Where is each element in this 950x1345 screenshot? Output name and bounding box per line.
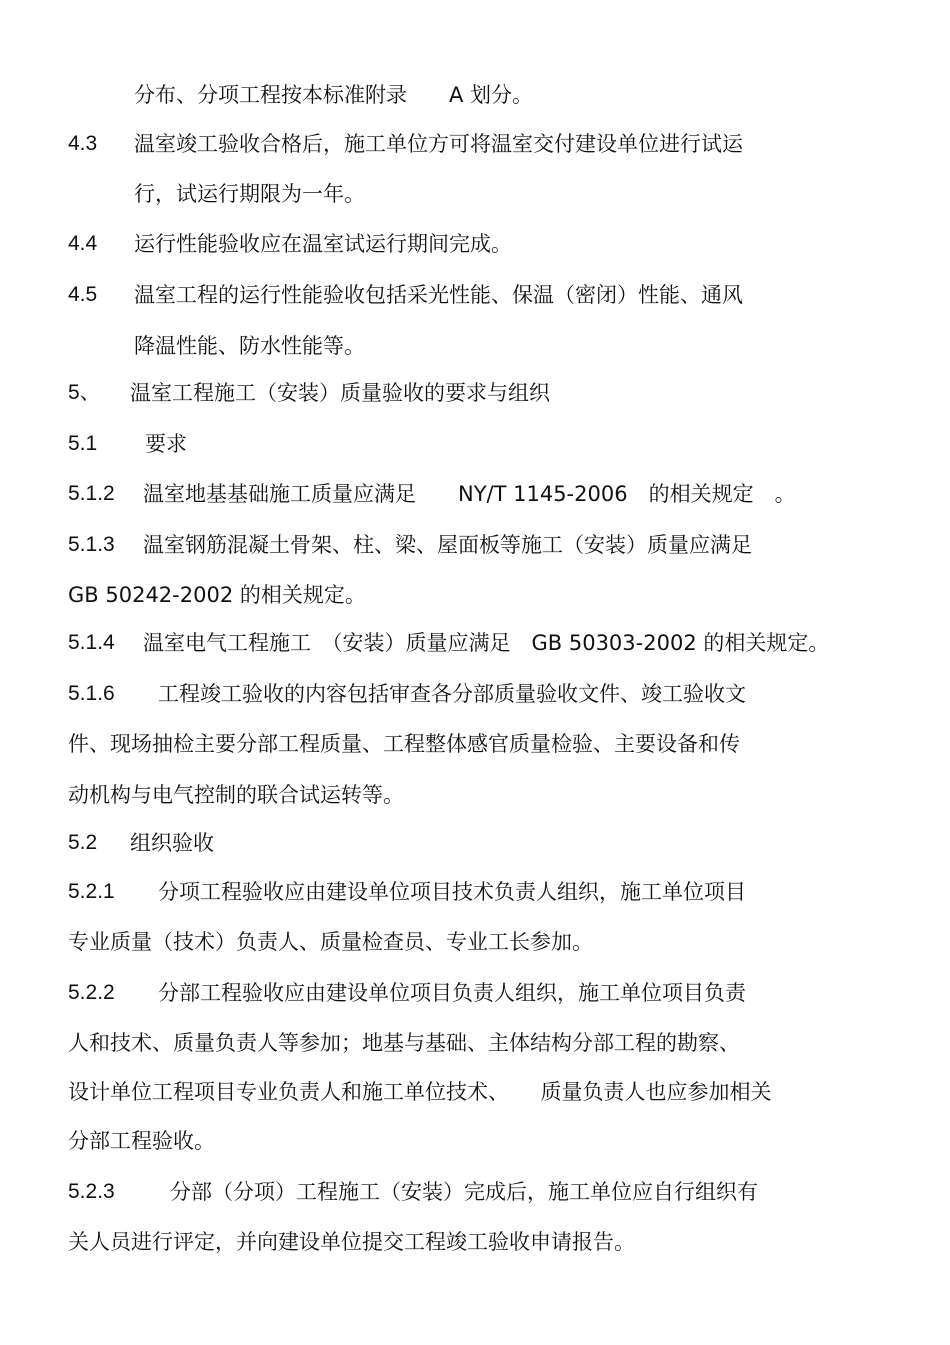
section-number: 5.1.3 [68,533,115,556]
section-number: 4.4 [68,232,98,255]
text-line: 温室工程的运行性能验收包括采光性能、保温（密闭）性能、通风 [134,283,743,307]
text-line: 温室钢筋混凝土骨架、柱、梁、屋面板等施工（安装）质量应满足 [143,533,752,557]
section-number: 5.1.6 [68,682,115,705]
text-line: 运行性能验收应在温室试运行期间完成。 [134,232,512,256]
text-line: 行，试运行期限为一年。 [134,182,365,206]
text-line: 关人员进行评定，并向建设单位提交工程竣工验收申请报告。 [68,1230,635,1254]
text-line: GB 50242-2002 的相关规定。 [68,583,366,607]
text-line: 温室竣工验收合格后，施工单位方可将温室交付建设单位进行试运 [134,132,743,156]
section-heading: 温室工程施工（安装）质量验收的要求与组织 [130,381,550,405]
section-number: 5.1 [68,432,98,455]
section-number: 4.5 [68,283,98,306]
section-number: 5、 [68,381,101,404]
text-line: 分部（分项）工程施工（安装）完成后，施工单位应自行组织有 [170,1180,758,1204]
text-line: 设计单位工程项目专业负责人和施工单位技术、 质量负责人也应参加相关 [68,1080,772,1104]
section-number: 5.1.4 [68,631,115,654]
text-line: 分布、分项工程按本标准附录 A 划分。 [134,83,534,107]
section-number: 5.2.3 [68,1180,115,1203]
text-line: 件、现场抽检主要分部工程质量、工程整体感官质量检验、主要设备和传 [68,732,740,756]
text-line: 动机构与电气控制的联合试运转等。 [68,783,404,807]
section-number: 5.2 [68,831,98,854]
text-line: 人和技术、质量负责人等参加；地基与基础、主体结构分部工程的勘察、 [68,1031,740,1055]
section-number: 5.1.2 [68,482,115,505]
section-number: 4.3 [68,132,98,155]
text-line: 温室地基基础施工质量应满足 NY/T 1145-2006 的相关规定 。 [143,482,796,506]
text-line: 分部工程验收。 [68,1129,215,1153]
text-line: 降温性能、防水性能等。 [134,334,365,358]
section-heading: 要求 [145,432,187,456]
section-heading: 组织验收 [130,831,214,855]
section-number: 5.2.2 [68,981,115,1004]
text-line: 温室电气工程施工 （安装）质量应满足 GB 50303-2002 的相关规定。 [143,631,830,655]
text-line: 工程竣工验收的内容包括审查各分部质量验收文件、竣工验收文 [158,682,746,706]
text-line: 分部工程验收应由建设单位项目负责人组织，施工单位项目负责 [158,981,746,1005]
section-number: 5.2.1 [68,880,115,903]
text-line: 专业质量（技术）负责人、质量检查员、专业工长参加。 [68,930,593,954]
text-line: 分项工程验收应由建设单位项目技术负责人组织，施工单位项目 [158,880,746,904]
